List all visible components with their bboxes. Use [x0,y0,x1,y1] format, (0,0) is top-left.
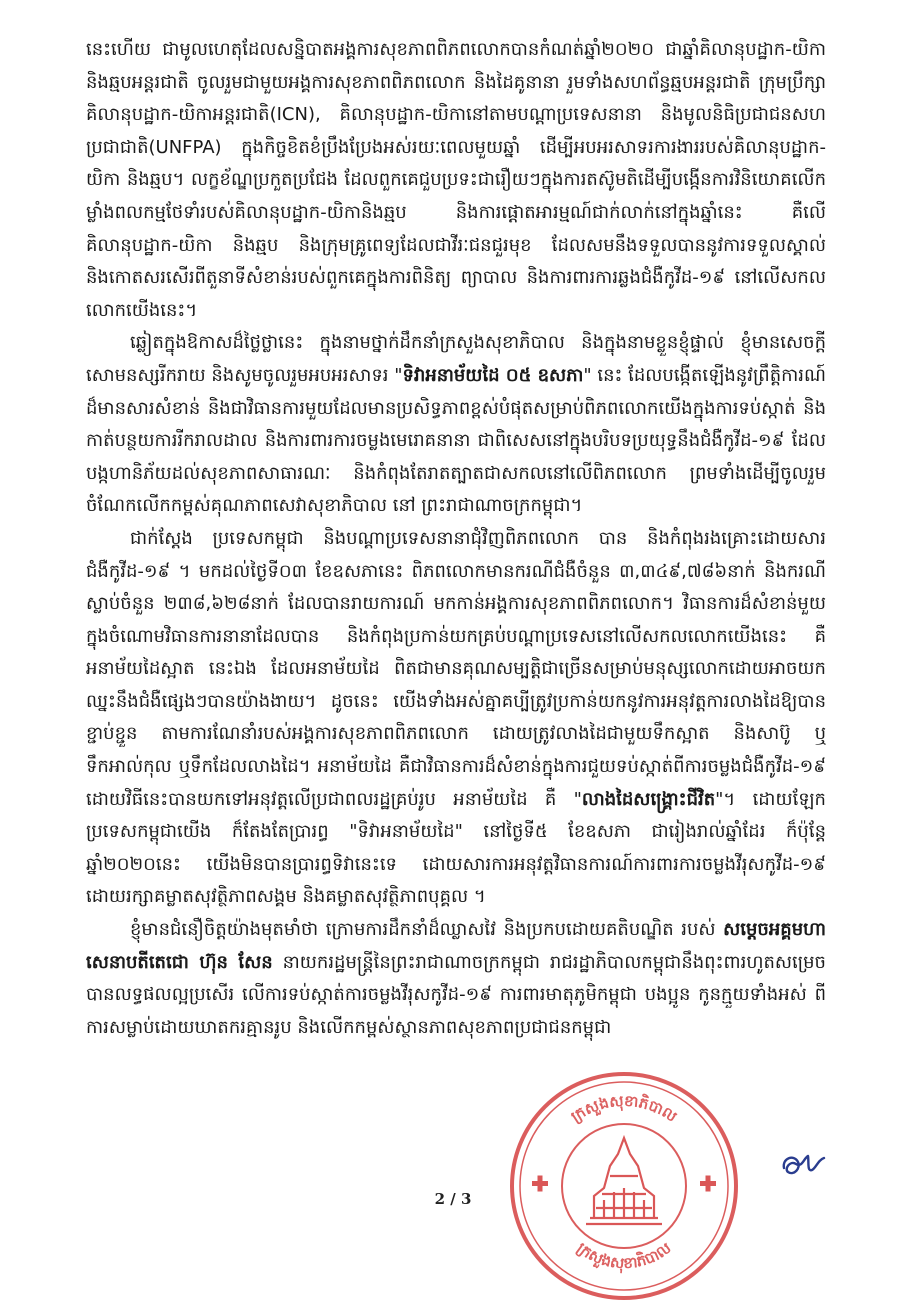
angkor-temple-icon [586,1138,662,1224]
paragraph-1 [86,34,826,327]
body-text: "។ ដោយឡែកប្រទេសកម្ពុជាយើង ក៏តែងតែប្រារព្ធ "ទិវាអនាម័យដៃ" នៅថ្ងៃទី៥ ខែឧសភា ជារៀងរាល់ឆ្នាំដែរ ក៏ប៉ុន្តែ ឆ្នាំ២០២០នេះ យើងមិនបានប្រារព្ធទិវានេះទេ ដោយសារការអនុវត្តវិធានការណ៍ការពារការចម្លងវីរុសកូវីដ-១៩ ដោយរក្សាគម្លាតសុវត្ថិភាពសង្គម និងគម្លាតសុវត្ថិភាពបុគ្គល ។ [86,788,826,908]
body-text: " នេះ ដែលបង្កើតឡើងនូវព្រឹត្តិការណ៍ដ៏មានសារសំខាន់ និងជាវិធានការមួយដែលមានប្រសិទ្ធភាពខ្ពស់បំផុតសម្រាប់ពិភពលោកយើងក្នុងការទប់ស្កាត់ និងកាត់បន្ថយការរីករាលដាល និងការពារការចម្លងមេរោគនានា ជាពិសេសនៅក្នុងបរិបទប្រយុទ្ធនឹងជំងឺកូវីដ-១៩ ដែលបង្កហានិភ័យដល់សុខភាពសាធារណៈ និងកំពុងតែរាតត្បាតជាសកលនៅលើពិភពលោក ព្រមទាំងដើម្បីចូលរួមចំណែកលើកកម្ពស់គុណភាពសេវាសុខាភិបាល នៅ ព្រះរាជាណាចក្រកម្ពុជា។ [86,364,826,517]
body-text: ជាក់ស្តែង ប្រទេសកម្ពុជា និងបណ្តាប្រទេសនានាជុំវិញពិភពលោក បាន និងកំពុងរងគ្រោះដោយសារជំងឺកូវីដ-១៩ ។ មកដល់ថ្ងៃទី០៣ ខែឧសភានេះ ពិភពលោកមានករណីជំងឺចំនួន ៣,៣៤៩,៧៨៦នាក់ និងករណីស្លាប់ចំនួន ២៣៨,៦២៨នាក់ ដែលបានរាយការណ៍ មកកាន់អង្គការសុខភាពពិភពលោក។ វិធានការដ៏សំខាន់មួយ ក្នុងចំណោមវិធានការនានាដែលបាន និងកំពុងប្រកាន់យកគ្រប់បណ្តាប្រទេសនៅលើសកលលោកយើងនេះ គឺ អនាម័យដៃស្អាត នេះឯង ដែលអនាម័យដៃ ពិតជាមានគុណសម្បត្តិជាច្រើនសម្រាប់មនុស្សលោកដោយអាចយកឈ្នះនឹងជំងឺផ្សេងៗបានយ៉ាងងាយ។ ដូចនេះ យើងទាំងអស់គ្នាគប្បីត្រូវប្រកាន់យកនូវការអនុវត្តការលាងដៃឱ្យបានខ្ជាប់ខ្ជួន តាមការណែនាំរបស់អង្គការសុខភាពពិភពលោក ដោយត្រូវលាងដៃជាមួយទឹកស្អាត និងសាប៊ូ ឬទឹកអាល់កុល ឬទឹកដែលលាងដៃ។ អនាម័យដៃ គឺជាវិធានការដ៏សំខាន់ក្នុងការជួយទប់ស្កាត់ពីការចម្លងជំងឺកូវីដ-១៩ ដោយវិធីនេះបានយកទៅអនុវត្តលើប្រជាពលរដ្ឋគ្រប់រូប អនាម័យដៃ គឺ " [86,527,826,810]
body-text: ខ្ញុំមានជំនឿចិត្តយ៉ាងមុតមាំថា ក្រោមការដឹកនាំដ៏ឈ្លាសវៃ និងប្រកបដោយគតិបណ្ឌិត របស់ [130,919,724,941]
signature-icon [776,1148,832,1184]
document-body [86,34,826,1044]
bold-text: ទិវាអនាម័យដៃ ០៥ ឧសភា [402,364,584,386]
seal-cross-left [532,1176,548,1192]
svg-text:ក្រសួងសុខាភិបាល [568,1092,681,1126]
bold-text: សម្តេចអគ្គមហាសេនាបតីតេជោ ហ៊ុន សែន [86,919,826,973]
seal-text-top: ក្រសួងសុខាភិបាល [567,1091,681,1126]
svg-text:ក្រសួងសុខាភិបាល [574,1239,675,1275]
bold-text: លាងដៃសង្គ្រោះជីវិត [581,788,716,810]
paragraph-4 [86,914,826,1044]
seal-cross-right [700,1176,716,1192]
body-text: ឆ្លៀតក្នុងឱកាសដ៏ថ្លៃថ្លានេះ ក្នុងនាមថ្នាក់ដឹកនាំក្រសួងសុខាភិបាល និងក្នុងនាមខ្លួនខ្ញុំផ្ទាល់ ខ្ញុំមានសេចក្តីសោមនស្សរីករាយ និងសូមចូលរួមអបអរសាទរ " [86,332,826,386]
paragraph-2 [86,327,826,523]
paragraph-3 [86,523,826,914]
seal-text-bottom: ក្រសួងសុខាភិបាល [573,1238,675,1273]
body-text: នេះហើយ ជាមូលហេតុដែលសន្និបាតអង្គការសុខភាពពិភពលោកបានកំណត់ឆ្នាំ២០២០ ជាឆ្នាំគិលានុបដ្ឋាក-យិកា និងឆ្មបអន្តរជាតិ ចូលរួមជាមួយអង្គការសុខភាពពិភពលោក និងដៃគូនានា រួមទាំងសហព័ន្ធឆ្មបអន្តរជាតិ ក្រុមប្រឹក្សាគិលានុបដ្ឋាក-យិកាអន្តរជាតិ(ICN), គិលានុបដ្ឋាក-យិកានៅតាមបណ្តាប្រទេសនានា និងមូលនិធិប្រជាជនសហប្រជាជាតិ(UNFPA) ក្នុងកិច្ចខិតខំប្រឹងប្រែងអស់រយៈពេលមួយឆ្នាំ ដើម្បីអបអរសាទរការងាររបស់គិលានុបដ្ឋាក-យិកា និងឆ្មប។ លក្ខខ័ណ្ឌប្រកួតប្រជែង ដែលពួកគេជួបប្រទះជារឿយៗក្នុងការតស៊ូមតិដើម្បីបង្កើនការវិនិយោគលើកម្លាំងពលកម្មថែទាំរបស់គិលានុបដ្ឋាក-យិកានិងឆ្មប និងការផ្តោតអារម្មណ៍ជាក់លាក់នៅក្នុងឆ្នាំនេះ គឺលើគិលានុបដ្ឋាក-យិកា និងឆ្មប និងក្រុមគ្រូពេទ្យដែលជាវីរៈជនជួរមុខ ដែលសមនឹងទទួលបាននូវការទទួលស្គាល់ និងកោតសរសើរពីតួនាទីសំខាន់របស់ពួកគេក្នុងការពិនិត្យ ព្យាបាល និងការពារការឆ្លងជំងឺកូវីដ-១៩ នៅលើសកលលោកយើងនេះ។ [86,39,826,321]
body-text: នាយករដ្ឋមន្ត្រីនៃព្រះរាជាណាចក្រកម្ពុជា រាជរដ្ឋាភិបាលកម្ពុជានឹងពុះពារហូតសម្រេចបានលទ្ធផលល្អប្រសើរ លើការទប់ស្កាត់ការចម្លងវីរុសកូវីដ-១៩ ការពារមាតុភូមិកម្ពុជា បងប្អូន កូនក្មួយទាំងអស់ ពីការសម្លាប់ដោយឃាតករគ្មានរូប និងលើកកម្ពស់ស្ថានភាពសុខភាពប្រជាជនកម្ពុជា [86,951,826,1038]
ministry-seal-icon [506,1068,742,1304]
page-number: 2 / 3 [434,1190,472,1208]
